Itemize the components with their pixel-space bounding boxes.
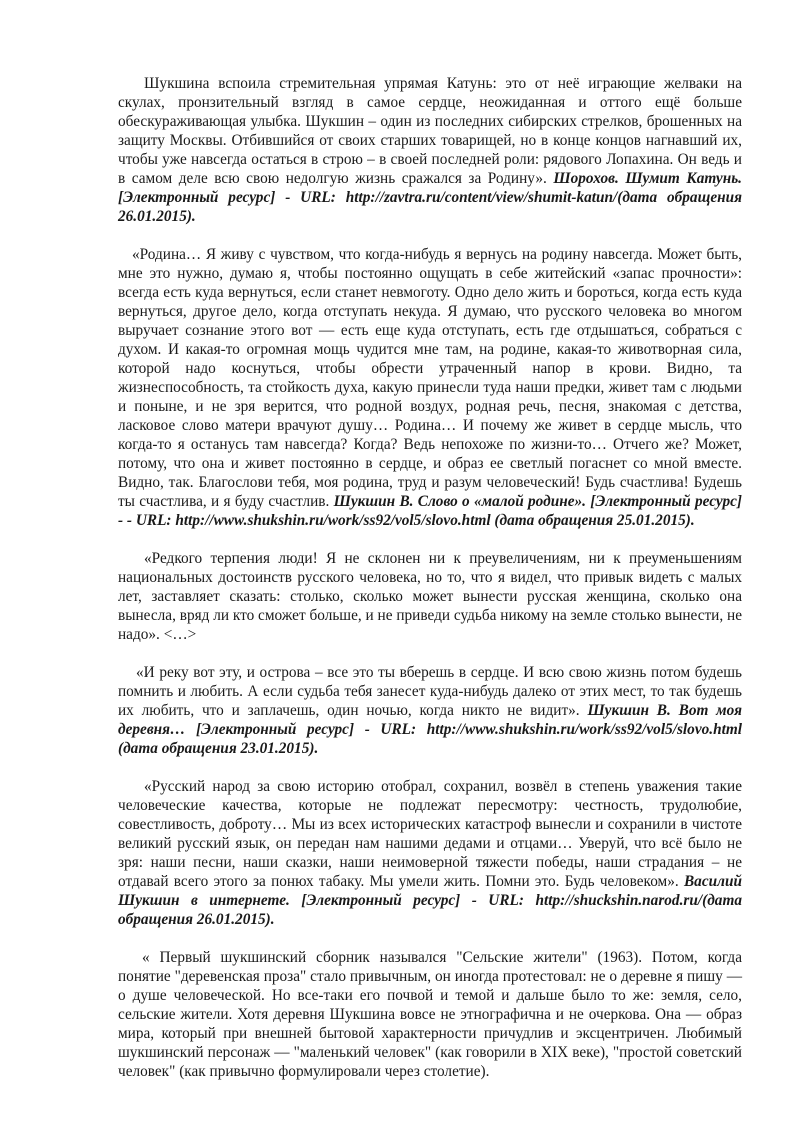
document-page xyxy=(118,74,742,1081)
paragraph-1-text: Шукшина вспоила стремительная упрямая Катунь: это от неё играющие желваки на скулах, пронзительный взгляд в самое сердце, неожиданная и оттого ещё больше обескураживающая улыбка. Шукшин – один из последних сибирских стрелков, брошенных на защиту Москвы. Отбившийся от своих старших товарищей, но в конце концов нагнавший их, чтобы уже навсегда остаться в строю – в своей последней роли: рядового Лопахина. Он ведь и в самом деле всю свою недолгую жизнь сражался за Родину». xyxy=(118,75,742,187)
paragraph-2 xyxy=(118,245,742,530)
paragraph-6-text: « Первый шукшинский сборник назывался "Сельские жители" (1963). Потом, когда понятие "деревенская проза" стало привычным, он иногда протестовал: не о деревне я пишу — о душе человеческой. Но все-таки его почвой и темой и дальше было то же: земля, село, сельские жители. Хотя деревня Шукшина вовсе не этнографична и не очеркова. Она — образ мира, который при внешней бытовой характерности причудлив и эксцентричен. Любимый шукшинский персонаж — "маленький человек" (как говорили в XIX веке), "простой советский человек" (как привычно формулировали через столетие). xyxy=(118,949,742,1080)
paragraph-1 xyxy=(118,74,742,226)
paragraph-4-text: «И реку вот эту, и острова – все это ты вберешь в сердце. И всю свою жизнь потом будешь помнить и любить. А если судьба тебя занесет куда-нибудь далеко от этих мест, то так будешь их любить, что и заплачешь, один ночью, когда никто не видит». xyxy=(118,664,742,719)
paragraph-2-text: «Родина… Я живу с чувством, что когда-нибудь я вернусь на родину навсегда. Может быть, мне это нужно, думаю я, чтобы постоянно ощущать в себе житейский «запас прочности»: всегда есть куда вернуться, если станет невмоготу. Одно дело жить и бороться, когда есть куда вернуться, другое дело, когда отступать некуда. Я думаю, что русского человека во многом выручает сознание этого вот — есть еще куда отступать, есть где отдышаться, собраться с духом. И какая-то огромная мощь чудится мне там, на родине, какая-то животворная сила, которой надо коснуться, чтобы обрести утраченный напор в крови. Видно, та жизнеспособность, та стойкость духа, какую принесли туда наши предки, живет там с людьми и поныне, и не зря верится, что родной воздух, родная речь, песня, знакомая с детства, ласковое слово матери врачуют душу… Родина… И почему же живет в сердце мысль, что когда-то я останусь там навсегда? Когда? Ведь непохоже по жизни-то… Отчего же? Может, потому, что она и живет постоянно в сердце, и образ ее светлый погаснет со мной вместе. Видно, так. Благослови тебя, моя родина, труд и разум человеческий! Будь счастлива! Будешь ты счастлива, и я буду счастлив. xyxy=(118,246,742,510)
paragraph-5-text: «Русский народ за свою историю отобрал, сохранил, возвёл в степень уважения такие человеческие качества, которые не подлежат пересмотру: честность, трудолюбие, совестливость, доброту… Мы из всех исторических катастроф вынесли и сохранили в чистоте великий русский язык, он передан нам нашими дедами и отцами… Уверуй, что всё было не зря: наши песни, наши сказки, наши неимоверной тяжести победы, наши страдания – не отдавай всего этого за понюх табаку. Мы умели жить. Помни это. Будь человеком». xyxy=(118,778,742,890)
paragraph-2-citation: Шукшин В. Слово о «малой родине». [Электронный ресурс] - - URL: http://www.shukshin.ru/work/ss92/vol5/slovo.html (дата обращения 25.01.2015). xyxy=(118,493,743,529)
paragraph-1-citation: Шорохов. Шумит Катунь. [Электронный ресурс] - URL: http://zavtra.ru/content/view/shumit-katun/(дата обращения 26.01.2015). xyxy=(118,170,743,225)
paragraph-5-citation: Василий Шукшин в интернете. [Электронный ресурс] - URL: http://shuckshin.narod.ru/(дата обращения 26.01.2015). xyxy=(118,873,742,928)
paragraph-4-citation: Шукшин В. Вот моя деревня… [Электронный ресурс] - URL: http://www.shukshin.ru/work/ss92/vol5/slovo.html (дата обращения 23.01.2015). xyxy=(118,702,742,757)
paragraph-6 xyxy=(118,948,742,1081)
paragraph-3 xyxy=(118,549,742,644)
paragraph-5 xyxy=(118,777,742,929)
paragraph-4 xyxy=(118,663,742,758)
paragraph-3-text: «Редкого терпения люди! Я не склонен ни к преувеличениям, ни к преуменьшениям национальных достоинств русского человека, но то, что я видел, что привык видеть с малых лет, заставляет сказать: столько, сколько может вынести русская женщина, сколько она вынесла, вряд ли кто сможет больше, и не приведи судьба никому на земле столько вынести, не надо». <…> xyxy=(118,550,742,643)
